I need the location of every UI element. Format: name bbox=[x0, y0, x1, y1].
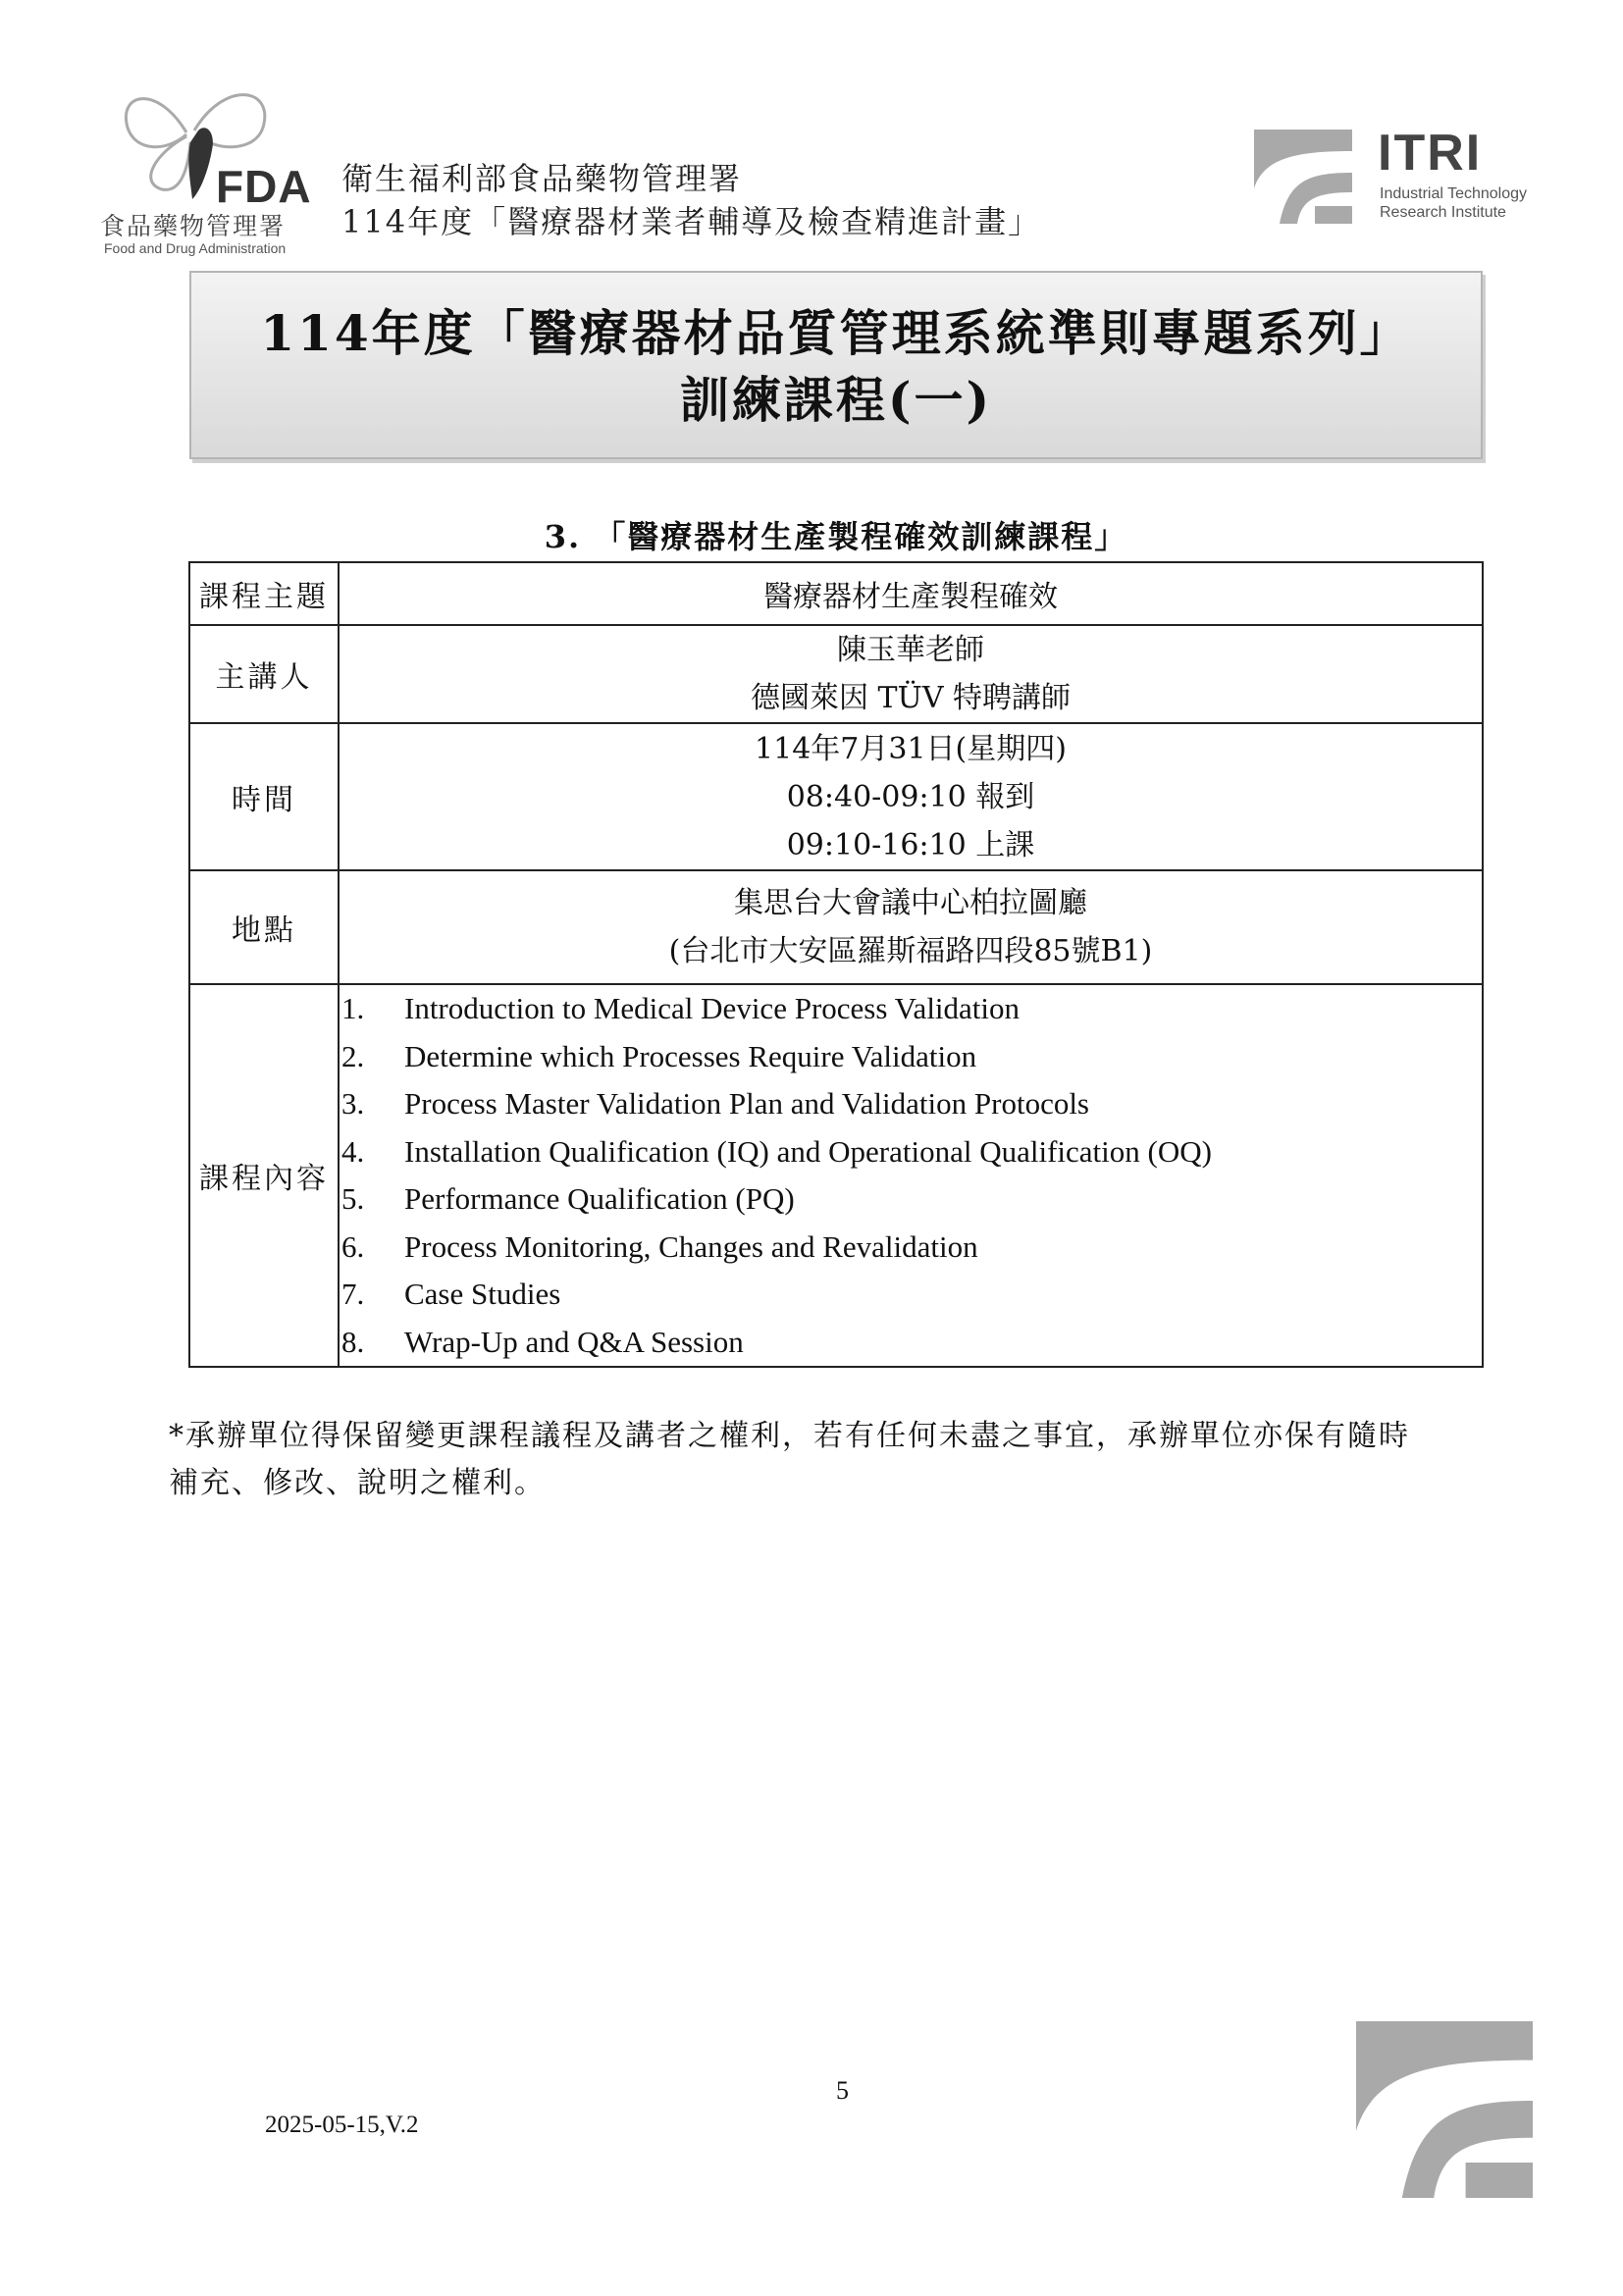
list-item bbox=[340, 985, 1482, 1033]
page-number: 5 bbox=[836, 2076, 849, 2105]
disclaimer-line2: 補充、修改、說明之權利。 bbox=[169, 1466, 546, 1500]
table-row-time bbox=[189, 723, 1483, 870]
time-registration: 08:40-09:10 報到 bbox=[786, 779, 1035, 814]
fda-logo-name-en: Food and Drug Administration bbox=[104, 240, 287, 256]
itri-logo-sub-line2: Research Institute bbox=[1380, 204, 1506, 221]
itri-logo-sub-line1: Industrial Technology bbox=[1380, 185, 1528, 202]
list-item bbox=[340, 1033, 1482, 1081]
list-item-number: 8. bbox=[341, 1324, 365, 1359]
itri-logo-mark: ITRI bbox=[1378, 125, 1483, 182]
itri-emblem-icon bbox=[1254, 130, 1352, 224]
list-item-number: 3. bbox=[341, 1086, 365, 1121]
list-item-text: Performance Qualification (PQ) bbox=[404, 1181, 795, 1216]
title-line2: 訓練課程(一) bbox=[679, 371, 993, 429]
speaker-name: 陳玉華老師 bbox=[837, 633, 984, 667]
list-item-number: 2. bbox=[341, 1038, 365, 1073]
list-item-text: Determine which Processes Require Validation bbox=[404, 1038, 977, 1073]
section-heading: 3. 「醫療器材生產製程確效訓練課程」 bbox=[544, 518, 1128, 555]
speaker-title: 德國萊因 TÜV 特聘講師 bbox=[750, 681, 1072, 715]
itri-logo bbox=[1254, 125, 1578, 226]
table-row-venue bbox=[189, 870, 1483, 984]
fda-logo-name-cn: 食品藥物管理署 bbox=[100, 212, 287, 240]
venue-name: 集思台大會議中心柏拉圖廳 bbox=[734, 886, 1087, 920]
list-item-text: Process Monitoring, Changes and Revalidation bbox=[404, 1228, 978, 1264]
list-item-number: 6. bbox=[341, 1228, 365, 1264]
header-org-line2: 114年度「醫療器材業者輔導及檢查精進計畫」 bbox=[341, 203, 1042, 240]
fda-logo bbox=[98, 74, 324, 256]
title-box bbox=[189, 271, 1483, 459]
disclaimer-line1: *承辦單位得保留變更課程議程及講者之權利，若有任何未盡之事宜，承辦單位亦保有隨時 bbox=[169, 1419, 1410, 1453]
table-row-speaker bbox=[189, 625, 1483, 723]
venue-value bbox=[339, 870, 1483, 984]
list-item bbox=[340, 1128, 1482, 1176]
time-label: 時間 bbox=[189, 723, 339, 870]
topic-label: 課程主題 bbox=[189, 562, 339, 625]
content-value bbox=[339, 984, 1483, 1367]
venue-address: (台北市大安區羅斯福路四段85號B1) bbox=[668, 934, 1153, 968]
list-item bbox=[340, 1080, 1482, 1128]
list-item-text: Case Studies bbox=[404, 1277, 561, 1311]
speaker-label: 主講人 bbox=[189, 625, 339, 723]
venue-label: 地點 bbox=[189, 870, 339, 984]
list-item-number: 5. bbox=[341, 1181, 365, 1216]
list-item bbox=[340, 1271, 1482, 1319]
itri-emblem-icon bbox=[1356, 2021, 1533, 2198]
title-line1: 114年度「醫療器材品質管理系統準則專題系列」 bbox=[260, 304, 1412, 362]
header-org-line1: 衛生福利部食品藥物管理署 bbox=[341, 160, 743, 197]
time-class: 09:10-16:10 上課 bbox=[786, 827, 1035, 862]
list-item-number: 4. bbox=[341, 1133, 365, 1169]
time-value bbox=[339, 723, 1483, 870]
list-item bbox=[340, 1224, 1482, 1272]
list-item-text: Installation Qualification (IQ) and Operational Qualification (OQ) bbox=[404, 1133, 1212, 1169]
list-item bbox=[340, 1175, 1482, 1224]
table-row-content bbox=[189, 984, 1483, 1367]
header-org-text bbox=[341, 157, 1041, 243]
list-item-text: Wrap-Up and Q&A Session bbox=[404, 1324, 744, 1359]
table-row-topic bbox=[189, 562, 1483, 625]
content-label: 課程內容 bbox=[189, 984, 339, 1367]
speaker-value bbox=[339, 625, 1483, 723]
disclaimer-note bbox=[169, 1413, 1444, 1507]
list-item-text: Introduction to Medical Device Process Validation bbox=[404, 991, 1021, 1025]
list-item-text: Process Master Validation Plan and Validation Protocols bbox=[404, 1086, 1089, 1121]
itri-logo-subtitle bbox=[1380, 184, 1527, 222]
list-item bbox=[340, 1319, 1482, 1367]
course-info-table bbox=[188, 561, 1484, 1368]
list-item-number: 7. bbox=[341, 1277, 365, 1311]
document-version: 2025-05-15,V.2 bbox=[265, 2112, 419, 2138]
fda-logo-mark: FDA bbox=[216, 161, 312, 212]
list-item-number: 1. bbox=[341, 991, 365, 1025]
time-date: 114年7月31日(星期四) bbox=[755, 731, 1067, 766]
topic-value: 醫療器材生產製程確效 bbox=[339, 562, 1483, 625]
content-list bbox=[340, 985, 1482, 1366]
